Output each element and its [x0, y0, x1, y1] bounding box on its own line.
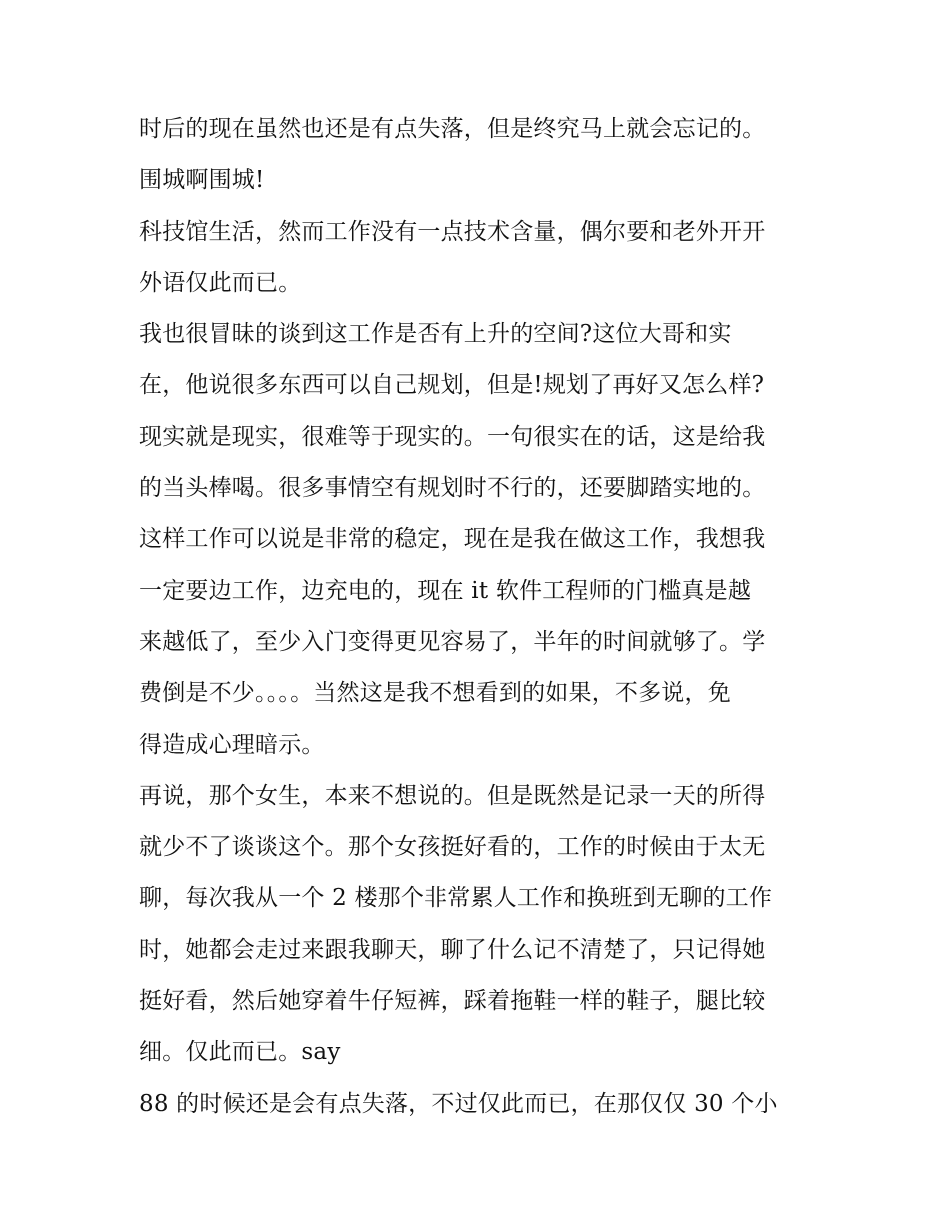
text-line: 88 的时候还是会有点失落，不过仅此而已，在那仅仅 30 个小 — [139, 1090, 778, 1117]
text-line: 就少不了谈谈这个。那个女孩挺好看的，工作的时候由于太无 — [139, 834, 766, 861]
text-line: 外语仅此而已。 — [139, 269, 302, 296]
text-line: 科技馆生活，然而工作没有一点技术含量，偶尔要和老外开开 — [139, 218, 766, 245]
text-line: 在，他说很多东西可以自己规划，但是!规划了再好又怎么样? — [139, 372, 765, 399]
text-line: 时后的现在虽然也还是有点失落，但是终究马上就会忘记的。 — [139, 116, 766, 142]
text-line: 挺好看，然后她穿着牛仔短裤，踩着拖鞋一样的鞋子，腿比较 — [139, 988, 766, 1015]
text-line: 这样工作可以说是非常的稳定，现在是我在做这工作，我想我 — [139, 526, 766, 553]
text-line: 我也很冒昧的谈到这工作是否有上升的空间?这位大哥和实 — [139, 321, 732, 348]
text-line: 一定要边工作，边充电的，现在 it 软件工程师的门槛真是越 — [139, 577, 752, 604]
text-line: 现实就是现实，很难等于现实的。一句很实在的话，这是给我 — [139, 423, 766, 450]
text-line: 细。仅此而已。say — [139, 1039, 341, 1066]
body-text — [139, 104, 839, 1130]
text-line: 的当头棒喝。很多事情空有规划时不行的，还要脚踏实地的。 — [139, 475, 766, 502]
text-line: 得造成心理暗示。 — [139, 731, 325, 758]
text-line: 来越低了，至少入门变得更见容易了，半年的时间就够了。学 — [139, 628, 766, 655]
text-line: 围城啊围城! — [139, 167, 265, 194]
text-line: 费倒是不少。。。。当然这是我不想看到的如果，不多说，免 — [139, 680, 731, 707]
text-line: 再说，那个女生，本来不想说的。但是既然是记录一天的所得 — [139, 782, 766, 809]
text-line: 聊，每次我从一个 2 楼那个非常累人工作和换班到无聊的工作 — [139, 885, 773, 912]
text-line: 时，她都会走过来跟我聊天，聊了什么记不清楚了，只记得她 — [139, 936, 766, 963]
